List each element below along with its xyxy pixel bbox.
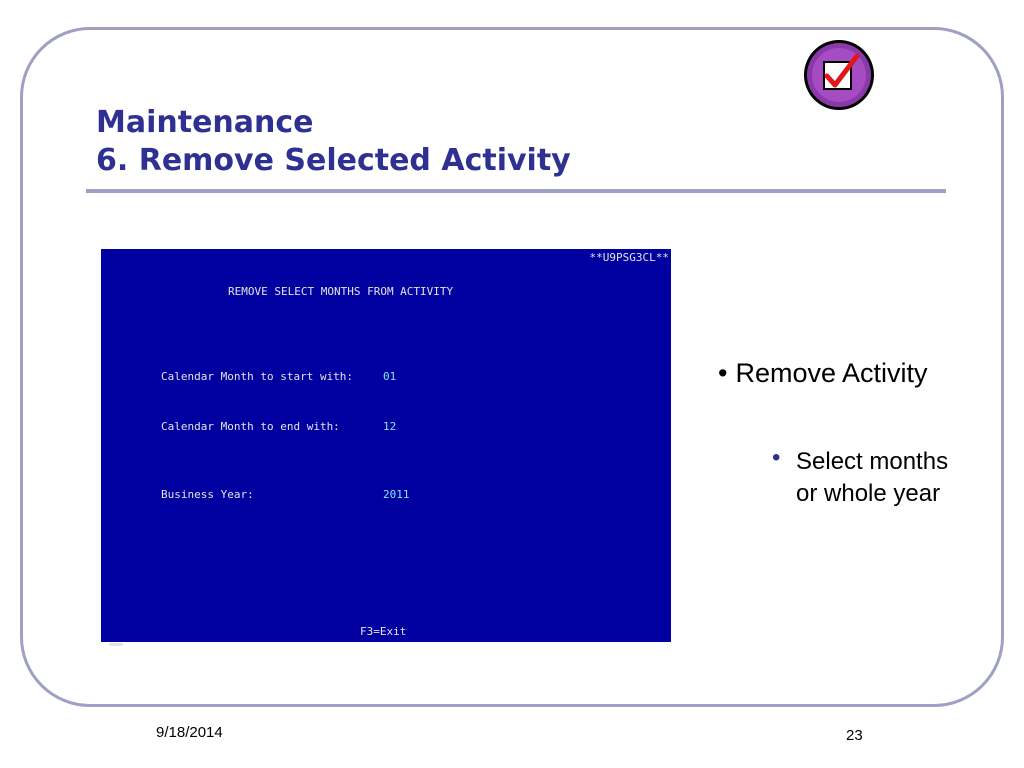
title-line-2: 6. Remove Selected Activity xyxy=(96,143,571,178)
sub-bullet-dot-icon: • xyxy=(772,444,781,471)
terminal-cursor xyxy=(109,643,123,646)
bullet-dot-icon: • xyxy=(718,358,728,388)
screen-heading: REMOVE SELECT MONTHS FROM ACTIVITY xyxy=(228,285,454,298)
checkbox-check-icon xyxy=(802,38,876,112)
start-month-label: Calendar Month to start with: xyxy=(161,370,354,383)
slide-title xyxy=(96,104,571,180)
end-month-field[interactable]: 12 xyxy=(383,420,397,433)
bullet-level-1 xyxy=(718,356,928,390)
exit-key-hint[interactable]: F3=Exit xyxy=(360,625,407,638)
business-year-label: Business Year: xyxy=(161,488,254,501)
slide-date: 9/18/2014 xyxy=(156,724,223,741)
bullet-text-remove-activity: Remove Activity xyxy=(735,358,928,388)
bullet-level-2 xyxy=(774,446,974,510)
title-divider xyxy=(86,189,946,193)
screen-id: **U9PSG3CL** xyxy=(589,251,669,264)
start-month-field[interactable]: 01 xyxy=(383,370,397,383)
end-month-label: Calendar Month to end with: xyxy=(161,420,340,433)
business-year-field[interactable]: 2011 xyxy=(383,488,410,501)
terminal-screenshot xyxy=(101,249,671,642)
title-line-1: Maintenance xyxy=(96,105,314,140)
bullet-text-select-months: Select months or whole year xyxy=(796,448,949,507)
slide-page-number: 23 xyxy=(846,727,863,744)
